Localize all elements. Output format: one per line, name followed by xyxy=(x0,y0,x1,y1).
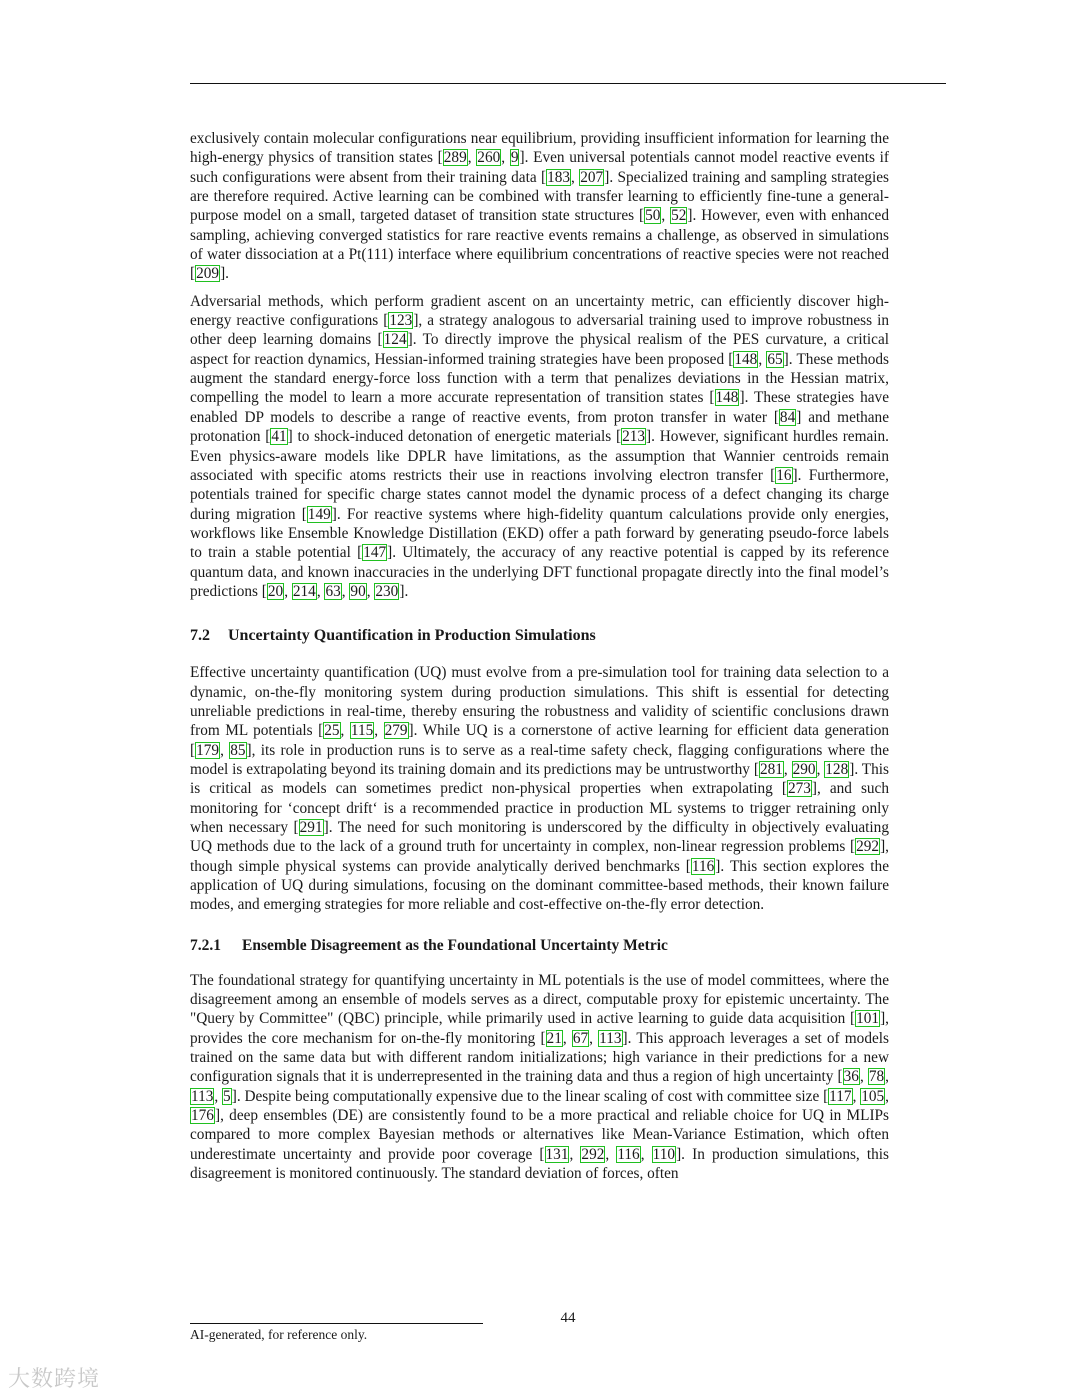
citation-link[interactable]: 147 xyxy=(363,544,387,562)
citation-link[interactable]: 183 xyxy=(547,168,571,186)
citation-link[interactable]: 260 xyxy=(477,149,501,167)
citation-link[interactable]: 20 xyxy=(267,582,284,600)
citation-link[interactable]: 148 xyxy=(715,389,739,407)
citation: [289, 260, 9] xyxy=(437,149,525,167)
citation-link[interactable]: 63 xyxy=(325,582,341,600)
citation-link[interactable]: 115 xyxy=(350,722,374,740)
paragraph: Adversarial methods, which perform gradient ascent on an uncertainty metric, can efficiently discover high-energy reactive configurations [123], a strategy analogous to adversarial training used to improve robustness in other deep learning domains [124]. To directly improve the physical realism of the PES curvature, a critical aspect for reaction dynamics, Hessian-informed training strategies have been proposed [148, 65]. These methods augment the standard energy-force loss function with a term that penalizes deviations in the Hessian matrix, compelling the model to learn a more accurate representation of transition states [148]. These strategies have enabled DP models to describe a range of reactive events, from proton transfer in water [84] and methane protonation [41] to shock-induced detonation of energetic materials [213]. However, significant hurdles remain. Even physics-aware models like DPLR have limitations, as the assumption that Wannier centroids remain associated with specific atoms restricts their use in reactions involving electron transfer [16]. Furthermore, potentials trained for specific charge states cannot model the dynamic process of a defect changing its charge during migration [149]. For reactive systems where high-fidelity quantum calculations provide only energies, workflows like Ensemble Knowledge Distillation (EKD) offer a path forward by generating pseudo-force labels to train a stable potential [147]. Ultimately, the accuracy of any reactive potential is capped by its reference quantum data, and known inaccuracies in the underlying DFT functional propagate directly into the final model’s predictions [20, 214, 63, 90, 230]. xyxy=(190,292,889,600)
paragraph: The foundational strategy for quantifying uncertainty in ML potentials is the use of model committees, where the disagreement among an ensemble of models serves as a direct, computable proxy for epistemic uncertainty. The "Query by Committee" (QBC) principle, while primarily used in active learning to guide data acquisition [101], provides the core mechanism for on-the-fly monitoring [21, 67, 113]. This approach leverages a set of models trained on the same data but with different random initializations; high variance in their predictions for a new configuration signals that it is underrepresented in the training data and thus a region of high uncertainty [36, 78, 113, 5]. Despite being computationally expensive due to the linear scaling of cost with committee size [117, 105, 176], deep ensembles (DE) are consistently found to be a more practical and reliable choice for UQ in MLIPs compared to more complex Bayesian methods or alternatives like Mean-Variance Estimation, which often underestimate uncertainty and provide poor coverage [131, 292, 116, 110]. In production simulations, this disagreement is monitored continuously. The standard deviation of forces, often xyxy=(190,971,889,1183)
citation-link[interactable]: 110 xyxy=(652,1145,676,1163)
citation-link[interactable]: 113 xyxy=(191,1087,214,1105)
citation-link[interactable]: 9 xyxy=(510,149,519,167)
citation-link[interactable]: 149 xyxy=(307,505,331,523)
section-number: 7.2 xyxy=(190,627,210,645)
citation-link[interactable]: 78 xyxy=(868,1068,885,1086)
citation-link[interactable]: 128 xyxy=(825,760,849,778)
citation-link[interactable]: 50 xyxy=(645,207,661,225)
citation: [213] xyxy=(615,428,652,446)
page-number: 44 xyxy=(560,1310,576,1326)
citation-link[interactable]: 230 xyxy=(375,582,399,600)
citation: [183, 207] xyxy=(540,168,610,186)
citation-link[interactable]: 123 xyxy=(389,312,413,330)
citation: [16] xyxy=(770,466,798,484)
citation: [25, 115, 279] xyxy=(318,722,414,740)
citation: [148, 65] xyxy=(728,350,789,368)
header-rule xyxy=(190,83,946,84)
citation-link[interactable]: 85 xyxy=(230,741,246,759)
citation: [41] xyxy=(265,428,293,446)
citation-link[interactable]: 292 xyxy=(581,1145,605,1163)
citation-link[interactable]: 25 xyxy=(324,722,340,740)
citation-link[interactable]: 116 xyxy=(617,1145,640,1163)
citation: [36, 78, 113, 5] xyxy=(191,1068,889,1105)
citation-link[interactable]: 148 xyxy=(734,350,758,368)
citation: [116] xyxy=(685,857,721,875)
citation: [50, 52] xyxy=(638,207,693,225)
citation-link[interactable]: 117 xyxy=(829,1087,852,1105)
citation: [20, 214, 63, 90, 230] xyxy=(261,582,405,600)
citation-link[interactable]: 214 xyxy=(292,582,316,600)
citation-link[interactable]: 67 xyxy=(572,1029,589,1047)
citation: [149] xyxy=(301,505,337,523)
citation-link[interactable]: 5 xyxy=(223,1087,231,1105)
citation-link[interactable]: 21 xyxy=(546,1029,562,1047)
citation-link[interactable]: 16 xyxy=(776,466,792,484)
subsection-number: 7.2.1 xyxy=(190,936,221,954)
paragraph: Effective uncertainty quantification (UQ) must evolve from a pre-simulation tool for training data selection to a dynamic, on-the-fly monitoring system during production simulations. This shift is essential for detecting unreliable predictions in real-time, thereby ensuring the robustness and validity of scientific conclusions drawn from ML potentials [25, 115, 279]. While UQ is a cornerstone of active learning for efficient data generation [179, 85], its role in production runs is to serve as a real-time safety check, flagging configurations where the model is extrapolating beyond its training domain and its predictions may be untrustworthy [281, 290, 128]. This is critical as models can sometimes predict non-physical properties when extrapolating [273], and such monitoring for ‘concept drift‘ is a recommended practice in production ML systems to trigger retraining only when necessary [291]. The need for such monitoring is underscored by the difficulty in objectively evaluating UQ methods due to the lack of a ground truth for uncertainty in complex, non-linear regression problems [292], though simple physical systems can provide analytically derived benchmarks [116]. This section explores the application of UQ during simulations, focusing on the dominant committee-based methods, their known failure modes, and emerging strategies for more reliable and cost-effective on-the-fly error detection. xyxy=(190,664,890,914)
citation: [291] xyxy=(293,819,329,836)
citation: [292] xyxy=(850,838,886,856)
section-title: Uncertainty Quantification in Production Simulations xyxy=(228,627,596,645)
citation-link[interactable]: 65 xyxy=(767,350,783,368)
citation-link[interactable]: 84 xyxy=(779,408,796,426)
footnote-rule xyxy=(190,1323,483,1324)
citation: [84] xyxy=(773,408,802,426)
citation: [117, 105, 176] xyxy=(191,1087,889,1125)
citation-link[interactable]: 179 xyxy=(196,741,220,759)
citation-link[interactable]: 290 xyxy=(792,760,816,778)
citation: [147] xyxy=(357,544,393,562)
citation-link[interactable]: 131 xyxy=(545,1145,569,1163)
citation-link[interactable]: 52 xyxy=(671,207,687,225)
citation: [148] xyxy=(709,389,745,407)
citation-link[interactable]: 105 xyxy=(861,1087,885,1105)
citation: [179, 85] xyxy=(190,741,252,759)
citation-link[interactable]: 273 xyxy=(787,780,811,798)
paragraph: exclusively contain molecular configurations near equilibrium, providing insufficient information for learning the high-energy physics of transition states [289, 260, 9]. Even universal potentials cannot model reactive events if such configurations were absent from their training data [183, 207]. Specialized training and sampling strategies are therefore required. Active learning can be combined with transfer learning to efficiently fine-tune a general-purpose model on a small, targeted dataset of transition state structures [50, 52]. However, even with enhanced sampling, achieving converged statistics for rare reactive events remains a challenge, as observed in simulations of water dissociation at a Pt(111) interface where equilibrium concentrations of reactive species were not reached [209]. xyxy=(190,130,890,283)
citation-link[interactable]: 116 xyxy=(691,857,715,875)
subsection-title: Ensemble Disagreement as the Foundational Uncertainty Metric xyxy=(242,936,668,954)
citation-link[interactable]: 291 xyxy=(299,819,323,836)
citation-link[interactable]: 213 xyxy=(622,428,646,446)
citation-link[interactable]: 113 xyxy=(599,1029,622,1047)
citation: [101] xyxy=(850,1010,886,1028)
citation-link[interactable]: 207 xyxy=(580,168,604,186)
citation: [124] xyxy=(377,331,413,349)
citation-link[interactable]: 41 xyxy=(271,428,287,446)
citation: [21, 67, 113] xyxy=(540,1029,628,1047)
citation-link[interactable]: 292 xyxy=(856,838,880,856)
citation-link[interactable]: 101 xyxy=(856,1010,880,1028)
citation-link[interactable]: 209 xyxy=(196,265,220,283)
section-heading xyxy=(190,627,889,645)
citation: [273] xyxy=(781,780,818,798)
citation: [281, 290, 128] xyxy=(753,760,855,778)
citation: [131, 292, 116, 110] xyxy=(539,1145,682,1163)
footnote: AI-generated, for reference only. xyxy=(190,1327,368,1342)
citation: [209] xyxy=(190,265,226,283)
citation-link[interactable]: 90 xyxy=(350,582,366,600)
citation-link[interactable]: 289 xyxy=(443,149,467,167)
citation-link[interactable]: 176 xyxy=(191,1107,214,1125)
page-body xyxy=(190,129,889,1192)
citation-link[interactable]: 124 xyxy=(383,331,407,349)
citation-link[interactable]: 279 xyxy=(384,722,408,740)
citation-link[interactable]: 36 xyxy=(843,1068,859,1086)
citation: [123] xyxy=(383,312,419,330)
subsection-heading xyxy=(190,937,889,955)
watermark-logo: 大数跨境 xyxy=(8,1367,101,1392)
citation-link[interactable]: 281 xyxy=(759,760,783,778)
